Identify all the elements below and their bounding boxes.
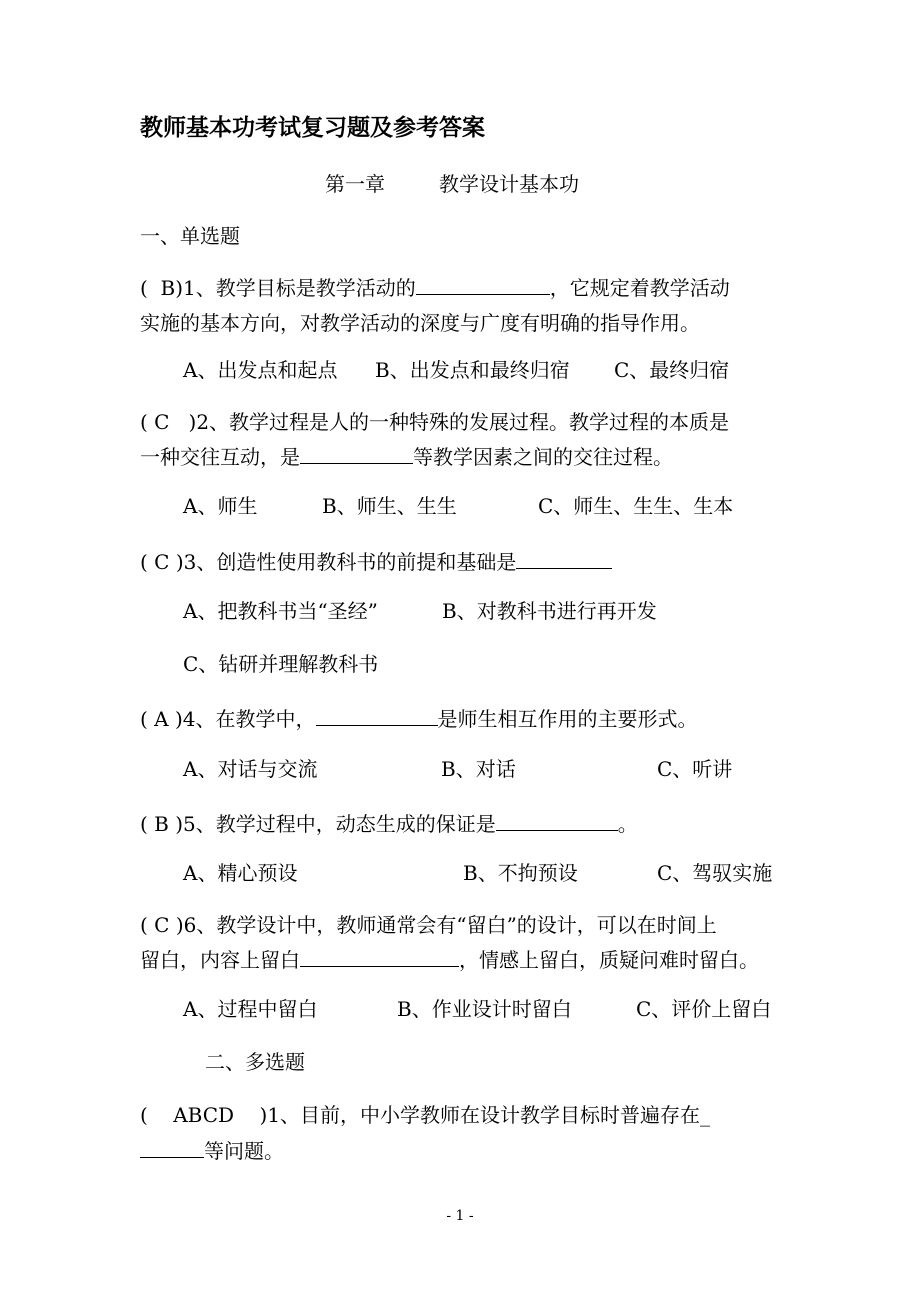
question-4-option-b: B、对话 — [441, 757, 516, 781]
answer-blank — [316, 703, 438, 726]
question-5-option-b: B、不拘预设 — [463, 861, 578, 885]
question-2-line-1: ( C )2、教学过程是人的一种特殊的发展过程。教学过程的本质是 — [140, 410, 730, 434]
section-multiple-choice: 二、多选题 — [205, 1050, 305, 1074]
question-2-line-2: 一种交往互动，是 等教学因素之间的交往过程。 — [140, 441, 673, 471]
question-3-option-c: C、钻研并理解教科书 — [183, 652, 379, 676]
question-6-line-1: ( C )6、教学设计中，教师通常会有“留白”的设计，可以在时间上 — [140, 913, 717, 937]
answer-blank — [300, 441, 413, 464]
answer-blank — [140, 1135, 204, 1158]
multi-question-1-line-2: 等问题。 — [140, 1135, 284, 1165]
question-1-line-2: 实施的基本方向，对教学活动的深度与广度有明确的指导作用。 — [140, 311, 700, 335]
answer-blank — [496, 808, 618, 831]
question-1-option-a: A、出发点和起点 — [183, 358, 338, 382]
question-6-line-2: 留白，内容上留白 ，情感上留白，质疑问难时留白。 — [140, 944, 759, 974]
section-single-choice: 一、单选题 — [140, 224, 240, 248]
question-3-option-b: B、对教科书进行再开发 — [442, 599, 657, 623]
question-4-option-a: A、对话与交流 — [183, 757, 318, 781]
question-6-option-c: C、评价上留白 — [636, 997, 772, 1021]
question-4-option-c: C、听讲 — [657, 757, 733, 781]
page-number: - 1 - — [446, 1208, 474, 1224]
question-1-line-1: ( B)1、教学目标是教学活动的 ，它规定着教学活动 — [140, 272, 730, 302]
question-6-option-b: B、作业设计时留白 — [397, 997, 572, 1021]
question-3-option-a: A、把教科书当“圣经” — [183, 599, 378, 623]
question-6-option-a: A、过程中留白 — [183, 997, 318, 1021]
question-2-option-b: B、师生、生生 — [322, 494, 457, 518]
question-1-option-b: B、出发点和最终归宿 — [375, 358, 570, 382]
question-3-line-1: ( C )3、创造性使用教科书的前提和基础是 — [140, 546, 612, 576]
answer-blank — [516, 546, 612, 569]
chapter-label: 第一章 — [325, 172, 385, 196]
question-5-option-a: A、精心预设 — [183, 861, 298, 885]
answer-blank — [416, 272, 550, 295]
chapter-title: 教学设计基本功 — [439, 172, 579, 196]
question-5-line-1: ( B )5、教学过程中，动态生成的保证是 。 — [140, 808, 638, 838]
answer-blank — [300, 944, 459, 967]
document-title: 教师基本功考试复习题及参考答案 — [140, 115, 485, 141]
question-2-option-a: A、师生 — [183, 494, 258, 518]
multi-question-1-line-1: ( ABCD )1、目前，中小学教师在设计教学目标时普遍存在_ — [140, 1103, 711, 1127]
question-1-option-c: C、最终归宿 — [614, 358, 730, 382]
question-2-option-c: C、师生、生生、生本 — [538, 494, 734, 518]
question-5-option-c: C、驾驭实施 — [657, 861, 773, 885]
question-4-line-1: ( A )4、在教学中， 是师生相互作用的主要形式。 — [140, 703, 698, 733]
chapter-heading — [325, 170, 579, 198]
